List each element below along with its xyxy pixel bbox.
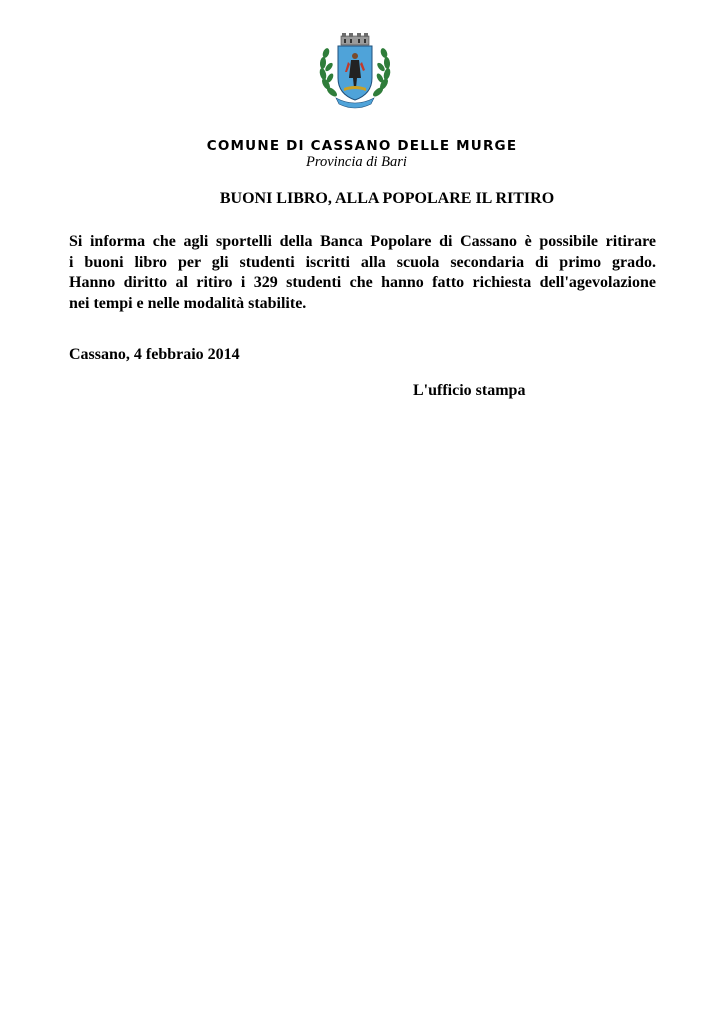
date-line: Cassano, 4 febbraio 2014 (69, 346, 240, 363)
organization-name-text: COMUNE DI CASSANO DELLE MURGE (206, 138, 518, 154)
body-line: Hanno diritto al ritiro i 329 studenti che hanno fatto richiesta dell'agevolazione (69, 274, 656, 291)
organization-name (0, 138, 724, 154)
document-title: BUONI LIBRO, ALLA POPOLARE IL RITIRO (219, 190, 555, 207)
body-line: nei tempi e nelle modalità stabilite. (69, 294, 307, 312)
body-line: i buoni libro per gli studenti iscritti alla scuola secondaria di primo grado. (69, 253, 656, 271)
document-body (69, 232, 656, 314)
signature: L'ufficio stampa (413, 382, 526, 399)
body-line: Si informa che agli sportelli della Banca Popolare di Cassano è possibile ritirare (69, 233, 656, 250)
province-name: Provincia di Bari (306, 154, 407, 170)
coat-of-arms-icon (314, 32, 396, 110)
